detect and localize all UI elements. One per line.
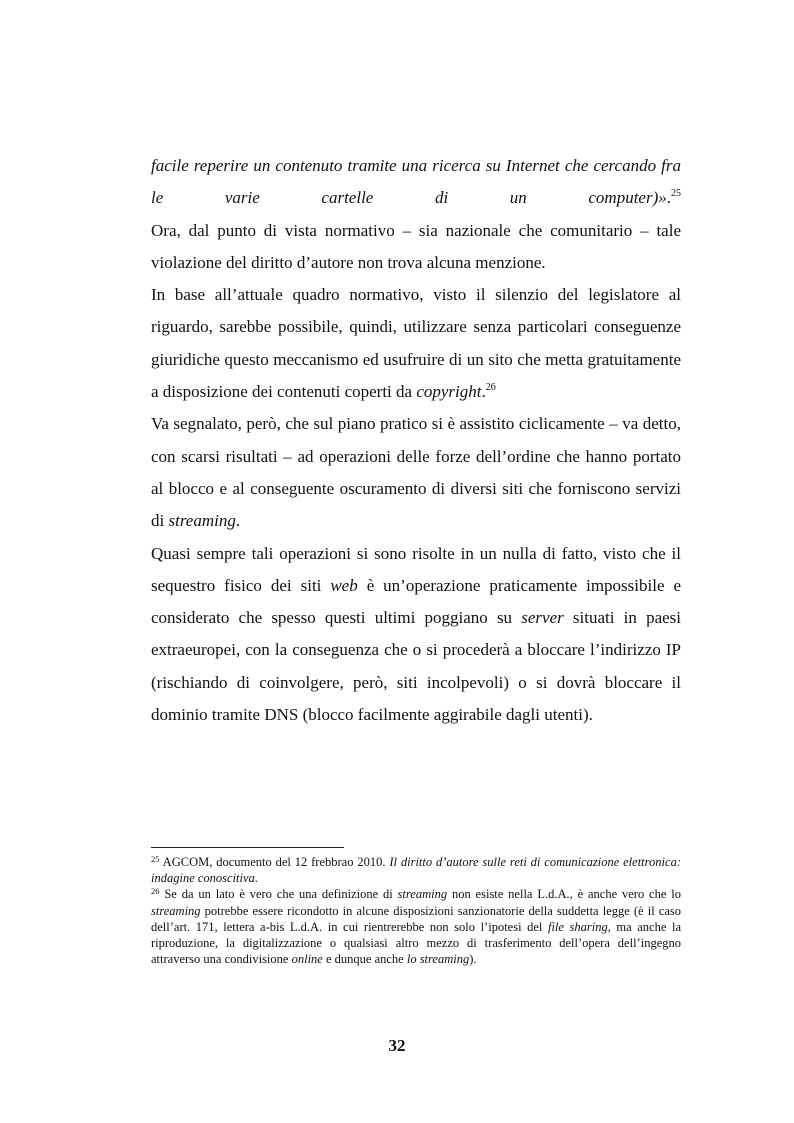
footnote-25: $^{25}$ AGCOM, documento del 12 frebbrao 2010. Il diritto d’autore sulle reti di comunicazione elettronica: indagine conoscitiva. xyxy=(151,854,681,886)
footnote-26: $^{26}$ Se da un lato è vero che una definizione di streaming non esiste nella L.d.A., è anche vero che lo streaming potrebbe essere ricondotto in alcune disposizioni sanzionatorie della suddetta legge (è il caso dell’art. 171, lettera a-bis L.d.A. in cui rientrerebbe non solo l’ipotesi del file sharing, ma anche la riproduzione, la digitalizzazione o qualsiasi altro mezzo di trasferimento dell’opera dell’ingegno attraverso una condivisione online e dunque anche lo streaming). xyxy=(151,886,681,967)
paragraph-4: Quasi sempre tali operazioni si sono risolte in un nulla di fatto, visto che il sequestro fisico dei siti web è un’operazione praticamente impossibile e considerato che spesso questi ultimi poggiano su server situati in paesi extraeuropei, con la conseguenza che o si procederà a bloccare l’indirizzo IP (rischiando di coinvolgere, però, siti incolpevoli) o si dovrà bloccare il dominio tramite DNS (blocco facilmente aggirabile dagli utenti). xyxy=(151,543,681,725)
quote-continuation: facile reperire un contenuto tramite una ricerca su Internet che cercando fra le varie cartelle di un computer)».$^{25}$ xyxy=(151,156,681,208)
footnote-ref-26[interactable]: 26 xyxy=(485,382,496,394)
footnote-ref-25[interactable]: 25 xyxy=(671,188,681,200)
footnotes xyxy=(151,854,681,967)
page-number: 32 xyxy=(388,1036,406,1055)
paragraph-3: Va segnalato, però, che sul piano pratico si è assistito ciclicamente – va detto, con scarsi risultati – ad operazioni delle forze dell’ordine che hanno portato al blocco e al conseguente oscuramento di diversi siti che forniscono servizi di streaming. xyxy=(151,414,681,531)
paragraph-2: In base all’attuale quadro normativo, visto il silenzio del legislatore al riguardo, sarebbe possibile, quindi, utilizzare senza particolari conseguenze giuridiche questo meccanismo ed usufruire di un sito che metta gratuitamente a disposizione dei contenuti coperti da copyright.$^{26}$ xyxy=(151,285,681,402)
paragraph-1: Ora, dal punto di vista normativo – sia nazionale che comunitario – tale violazione del diritto d’autore non trova alcuna menzione. xyxy=(151,220,681,272)
body-text xyxy=(151,150,681,731)
footnote-separator xyxy=(151,847,344,848)
quote-text: facile reperire un contenuto tramite una ricerca su Internet che cercando fra le varie cartelle di un computer)» xyxy=(151,156,681,208)
